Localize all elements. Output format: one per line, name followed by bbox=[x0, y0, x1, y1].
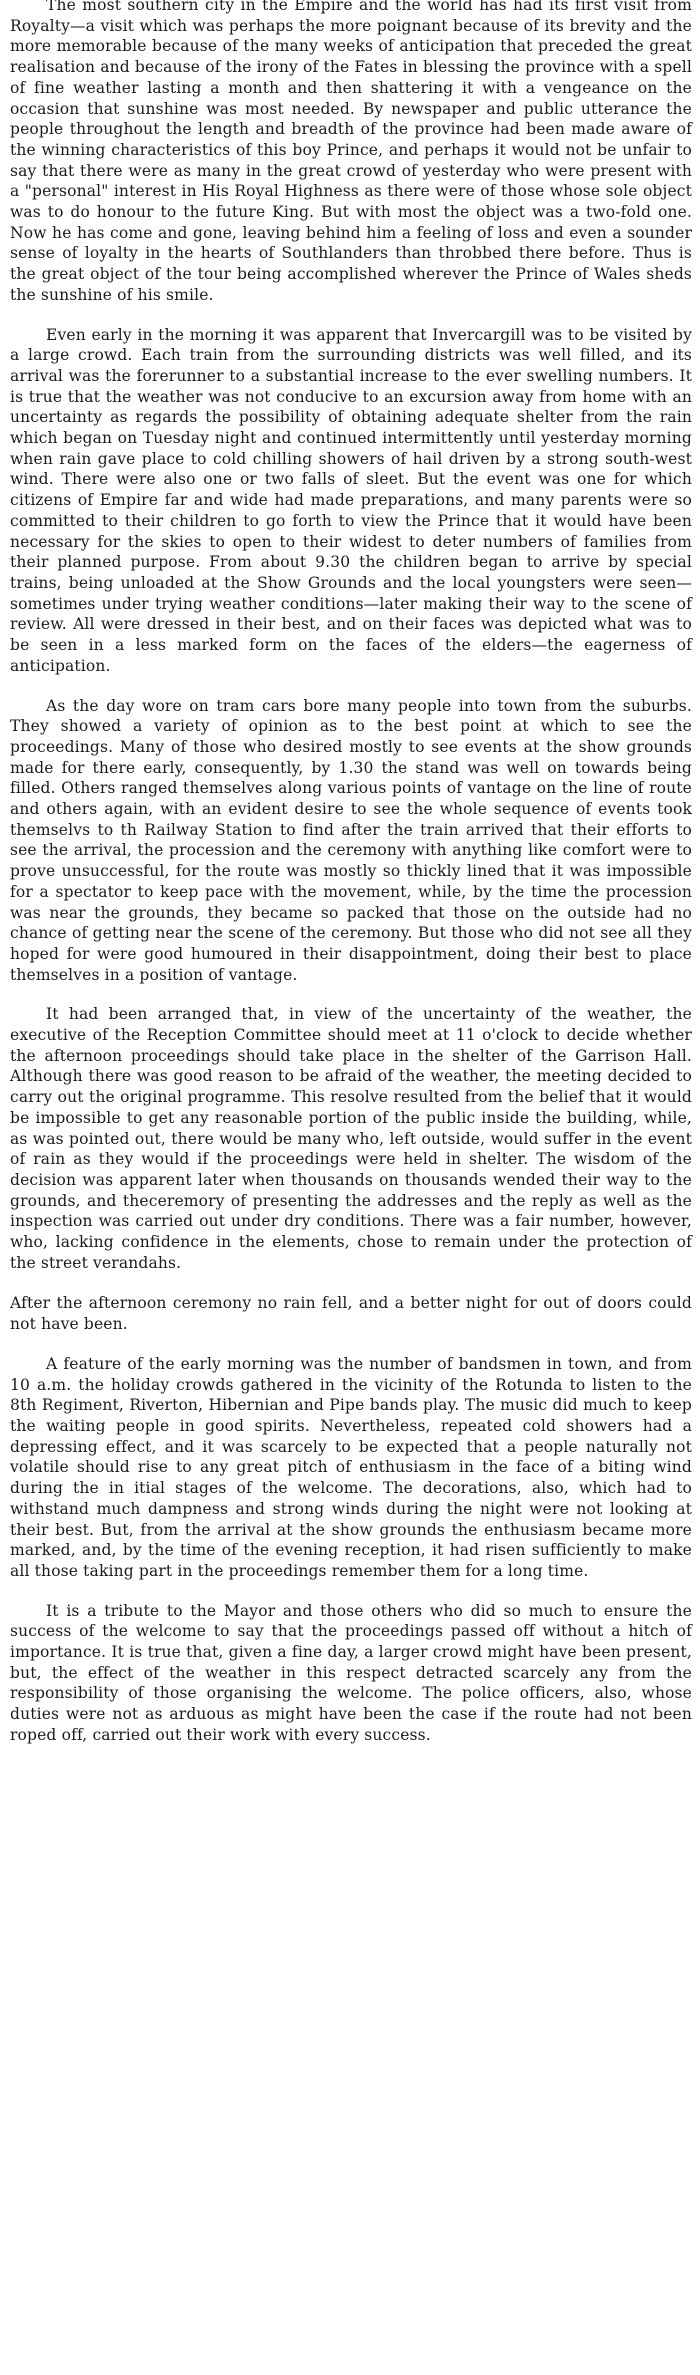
article-paragraph-weather-decision: It had been arranged that, in view of the uncertainty of the weather, the executive of the Reception Committee should meet at 11 o'clock to decide whether the afternoon proceedings should take place in the shelter of the Garrison Hall. Although there was good reason to be afraid of the weather, the meeting decided to carry out the original programme. This resolve resulted from the belief that it would be impossible to get any reasonable portion of the public inside the building, while, as was pointed out, there would be many who, left outside, would suffer in the event of rain as they would if the proceedings were held in shelter. The wisdom of the decision was apparent later when thousands on thousands wended their way to the grounds, and theceremory of presenting the addresses and the reply as well as the inspection was carried out under dry conditions. There was a fair number, however, who, lacking confidence in the elements, chose to remain under the protection of the street verandahs. bbox=[10, 1005, 692, 1272]
article-paragraph-no-rain: After the afternoon ceremony no rain fell, and a better night for out of doors could not have been. bbox=[10, 1294, 692, 1334]
article-paragraph-royal-visit: The most southern city in the Empire and the world has had its first visit from Royalty—a visit which was perhaps the more poignant because of its brevity and the more memorable because of the many weeks of anticipation that preceded the great realisation and because of the irony of the Fates in blessing the province with a spell of fine weather lasting a month and then shattering it with a vengeance on the occasion that sunshine was most needed. By newspaper and public utterance the people throughout the length and breadth of the province had been made aware of the winning characteristics of this boy Prince, and perhaps it would not be unfair to say that there were as many in the great crowd of yesterday who were present with a "personal" interest in His Royal Highness as there were of those whose sole object was to do honour to the future King. But with most the object was a two-fold one. Now he has come and gone, leaving behind him a feeling of loss and even a sounder sense of loyalty in the hearts of Southlanders than throbbed there before. Thus is the great object of the tour being accomplished wherever the Prince of Wales sheds the sunshine of his smile. bbox=[10, 0, 692, 304]
article-paragraph-vantage-points: As the day wore on tram cars bore many people into town from the suburbs. They showed a variety of opinion as to the best point at which to see the proceedings. Many of those who desired mostly to see events at the show grounds made for there early, consequently, by 1.30 the stand was well on towards being filled. Others ranged themselves along various points of vantage on the line of route and others again, with an evident desire to see the whole sequence of events took themselvs to th Railway Station to find after the train arrived that their efforts to see the arrival, the procession and the ceremony with anything like comfort were to prove unsuccessful, for the route was mostly so thickly lined that it was impossible for a spectator to keep pace with the movement, while, by the time the procession was near the grounds, they became so packed that those on the outside had no chance of getting near the scene of the ceremony. But those who did not see all they hoped for were good humoured in their disappointment, doing their best to place themselves in a position of vantage. bbox=[10, 696, 692, 984]
article-paragraph-crowd-arrival: Even early in the morning it was apparent that Invercargill was to be visited by a large crowd. Each train from the surrounding districts was well filled, and its arrival was the forerunner to a substantial increase to the ever swelling numbers. It is true that the weather was not conducive to an excursion away from home with an uncertainty as regards the possibility of obtaining adequate shelter from the rain which began on Tuesday night and continued intermittently until yesterday morning when rain gave place to cold chilling showers of hail driven by a strong south-west wind. There were also one or two falls of sleet. But the event was one for which citizens of Empire far and wide had made preparations, and many parents were so committed to their children to go forth to view the Prince that it would have been necessary for the skies to open to their widest to deter numbers of families from their planned purpose. From about 9.30 the children began to arrive by special trains, being unloaded at the Show Grounds and the local youngsters were seen—sometimes under trying weather conditions—later making their way to the scene of review. All were dressed in their best, and on their faces was depicted what was to be seen in a less marked form on the faces of the elders—the eagerness of anticipation. bbox=[10, 325, 692, 675]
article-paragraph-tribute: It is a tribute to the Mayor and those others who did so much to ensure the success of the welcome to say that the proceedings passed off without a hitch of importance. It is true that, given a fine day, a larger crowd might have been present, but, the effect of the weather in this respect detracted scarcely any from the responsibility of those organising the welcome. The police officers, also, whose duties were not as arduous as might have been the case if the route had not been roped off, carried out their work with every success. bbox=[10, 1601, 692, 1744]
article-paragraph-bands: A feature of the early morning was the number of bandsmen in town, and from 10 a.m. the holiday crowds gathered in the vicinity of the Rotunda to listen to the 8th Regiment, Riverton, Hibernian and Pipe bands play. The music did much to keep the waiting people in good spirits. Nevertheless, repeated cold showers had a depressing effect, and it was scarcely to be expected that a people naturally not volatile should rise to any great pitch of enthusiasm in the face of a biting wind during the in itial stages of the welcome. The decorations, also, which had to withstand much dampness and strong winds during the night were not looking at their best. But, from the arrival at the show grounds the enthusiasm became more marked, and, by the time of the evening reception, it had risen sufficiently to make all those taking part in the proceedings remember them for a long time. bbox=[10, 1354, 692, 1580]
